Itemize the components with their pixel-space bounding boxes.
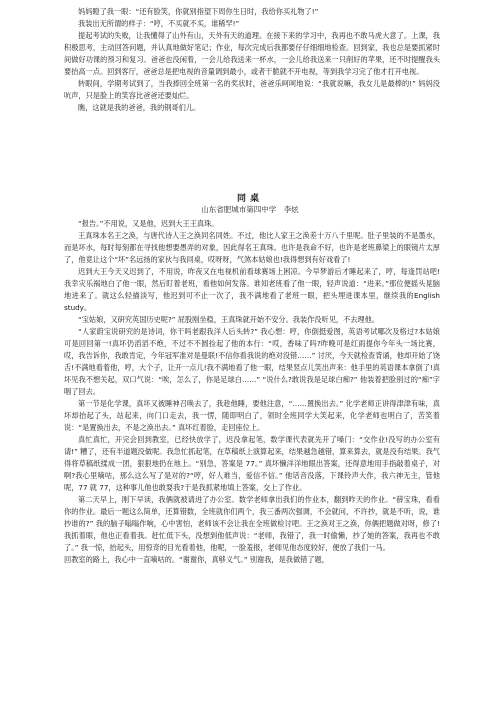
paragraph: 转眼间，学期考试到了，当我捧回全班第一名的奖状时，爸爸乐呵呵地说：“我就说嘛，我女儿是最棒的!” 妈妈没吭声，只是脸上的笑容比爸爸还要灿烂。: [64, 79, 440, 100]
paragraph: 第一节是化学课，真坏又被睡神召唤去了，我趁他睡，要他注意，“……置换出去。” 化学老师正讲得津津有味，真坏却抬起了头，站起来，向门口走去，我一愣，随即明白了，领时全班同学大笑起来，化学老师也明白了，苦笑着说：“是置换出去，不是之涣出去。” 真坏红着脸，走回座位上。: [64, 399, 440, 432]
essay-part-two: [64, 218, 440, 566]
author-byline: 山东省肥城市第四中学 李炫: [201, 205, 299, 214]
paragraph: 王真珠本名王之涣，与唐代诗人王之涣同名同姓。不过，他比人家王之涣差十万八千里呢。肚子里装的不是墨水，而是坏水，每时每刻都在寻找他想要愚弄的对象，因此得名王真珠。也许是我命不好，也许是老班鼻梁上的眼镜片太厚了，他竟让这个“坏”名远扬的家伙与我同桌，哎呀呀，气煞本姑娘也!我得想到有好戏看了!: [64, 231, 440, 264]
paragraph: 迟到大王今天又迟到了，不用说，昨夜又在电视机前看球赛场上困凉。今早梦游后才睡起来了，哼，每逢罚站吧!我幸灾乐祸地白了他一眼，然后盯着老班，看他如何发落。谁知老班看了他一眼，轻声说道：“进来。”那位便摇头晃脑地进来了。就这么轻描淡写，他迟到可不止一次了，我不满地看了老班一眼，把头埋进课本里，继续我的English study。: [64, 267, 440, 312]
paragraph: 妈妈瞪了我一眼：“还有脸笑，你就别指望下周你生日时，我给你买礼物了!”: [78, 7, 319, 16]
paragraph: 我装出无所谓的样子：“哼，不买就不买，谁稀罕!”: [78, 19, 240, 28]
paragraph: “宝姑娘，又研究英国历史呢?” 屁股刚坐稳，王真珠就开始不安分。我装作没听见，不去理他。: [78, 315, 380, 324]
paragraph: “人家蔚宝说研究的是诗词，你干吗老跟我洋人后头转?” 我心想：哼，你倒挺爱图，英语考试哪次及格过?本姑娘可是回回第一!真坏仍滔滔不绝，不过不不圆捡起了他的本行：“哎，香味了吗?昨晚可是红雨提你今年头一场比赛，哎，我告诉你，我敢肯定，今年冠军准对是曼联!不信你看我说的绝对没错……” 讨厌，今天就检查背诵，他却开始了饶舌!不满地看着他，哼，大个子，让开一点儿!我不满地看了他一眼，结果竖点儿笑出声来：他手里的英语课本拿倒了!真坏见我不想关起，双口气说：“唉，怎么了，你是足球白……” “说什么?敢说我是足球白痴?” 他装着把脸别过的“痴”字咽了回去。: [64, 327, 440, 396]
paragraph: 提起考试的失败，让我懂得了山外有山，天外有天的道理。在接下来的学习中，我再也不敢马虎大意了。上课，我积极思考，主动回答问题，并认真地做好笔记；作业，每次完成后我都要仔仔细细地检查。回到家，我也总是要抓紧时间做好功课的预习和复习。爸爸也没闲着，一会儿给我送来一杯水，一会儿给我送来一只削好的苹果，还不时提醒我头要抬高一点。回到客厅，爸爸总是把电视的音量调到最小，或者干脆就不开电视，等到我学习完了他才打开电视。: [64, 31, 440, 76]
paragraph: 真忙真忙，开完会回到教室，已经快放学了，迟没拿起笔，数学课代表就先开了嗓门：“交作业!没写的办公室有请!” 糟了，还有半道题没做呢。我急忙抓起笔，在草稿纸上演算起来，结果越急越错，算来算去，就是没有结果。我气得将草稿纸揉成一团，狠狠地扔在地上。“别急，答案是 77。” 真坏懒洋洋地眼出答案，还得意地用手指敲着桌子，对啊?我心里嘀咕，那么这么写了是对的?“哼，好人难当，爱信不信。” 他话音没落，下课铃声大作，我六神无主，管他呢，77 就 77，这种事儿他也敢耍我?于是我抓紧地填上答案，交上了作业。: [64, 435, 440, 492]
paragraph: 瞧，这就是我的爸爸，我的钢哥们儿。: [78, 103, 201, 112]
essay-title: 同桌: [236, 194, 263, 204]
essay-part-one: [64, 6, 440, 114]
paragraph: 回教室的路上，我心中一直嘀咕的。“谢谢你，真够义气。” 别谢我，是我做错了题，: [64, 555, 329, 564]
paragraph: “报告。”不用说，又是他，迟到大王王真珠。: [78, 219, 219, 228]
paragraph: 第二天早上，刚下早读，我俩就被请进了办公室。数学老师拿出我们的作业本，翻到昨天的作业。“薛宝珠，看看你的作业。最后一题这么简单，还算错数，全班就你们两个，我三番两次强调，不会就问，不许抄，就是不听，说，谁抄谁的?” 我的脑子嗡嗡作响，心中害怕，老师该不会让我在全班做检讨吧。王之涣对王之涣，你俩把题做对呀，修了!我抓着眼，他也正看着我。赶忙低下头，没想到他低声说：“老师，我错了，我一时偷懒，抄了她的答案，我再也不敢了。” 我一惊，抬起头，用惊奇的目光看着他，他呢，一脸羞报，老师见他态度较好，便放了我们一马。: [64, 495, 440, 552]
